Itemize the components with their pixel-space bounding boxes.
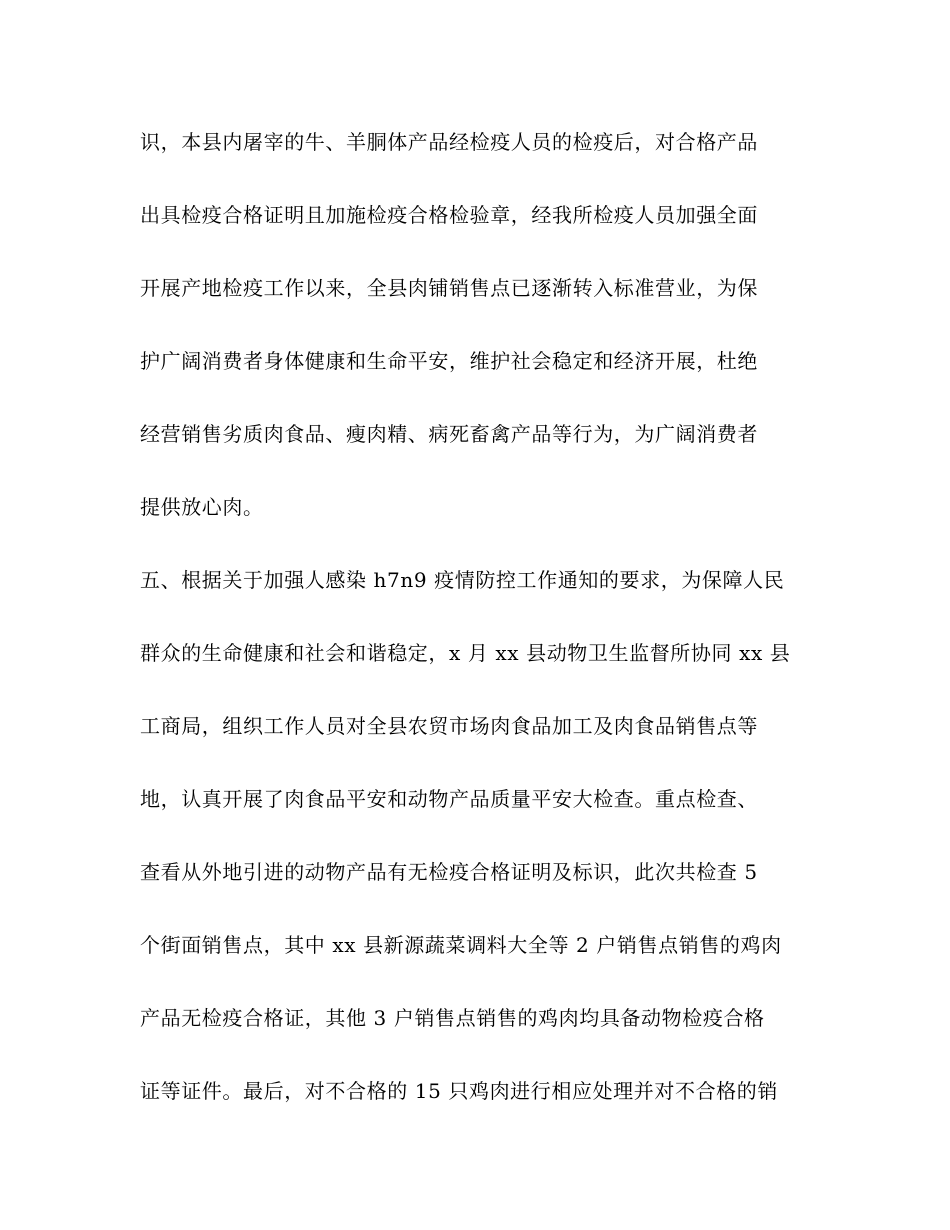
paragraph-2-line-3: 工商局，组织工作人员对全县农贸市场肉食品加工及肉食品销售点等 (140, 714, 758, 738)
paragraph-1-line-3: 开展产地检疫工作以来，全县肉铺销售点已逐渐转入标准营业，为保 (140, 276, 758, 300)
paragraph-1-line-6: 提供放心肉。 (140, 495, 264, 519)
paragraph-2-line-8: 证等证件。最后，对不合格的 15 只鸡肉进行相应处理并对不合格的销 (140, 1079, 778, 1103)
paragraph-1-line-2: 出具检疫合格证明且加施检疫合格检验章，经我所检疫人员加强全面 (140, 203, 758, 227)
paragraph-1-line-5: 经营销售劣质肉食品、瘦肉精、病死畜禽产品等行为，为广阔消费者 (140, 422, 758, 446)
paragraph-1-line-1: 识，本县内屠宰的牛、羊胴体产品经检疫人员的检疫后，对合格产品 (140, 130, 758, 154)
paragraph-2-line-7: 产品无检疫合格证，其他 3 户销售点销售的鸡肉均具备动物检疫合格 (140, 1006, 765, 1030)
paragraph-1-line-4: 护广阔消费者身体健康和生命平安，维护社会稳定和经济开展，杜绝 (140, 349, 758, 373)
paragraph-2-line-4: 地，认真开展了肉食品平安和动物产品质量平安大检查。重点检查、 (140, 787, 758, 811)
paragraph-2-line-1: 五、根据关于加强人感染 h7n9 疫情防控工作通知的要求，为保障人民 (140, 568, 785, 592)
paragraph-2-line-2: 群众的生命健康和社会和谐稳定，x 月 xx 县动物卫生监督所协同 xx 县 (140, 641, 791, 665)
paragraph-2-line-6: 个街面销售点，其中 xx 县新源蔬菜调料大全等 2 户销售点销售的鸡肉 (140, 933, 782, 957)
paragraph-2-line-5: 查看从外地引进的动物产品有无检疫合格证明及标识，此次共检查 5 (140, 860, 758, 884)
